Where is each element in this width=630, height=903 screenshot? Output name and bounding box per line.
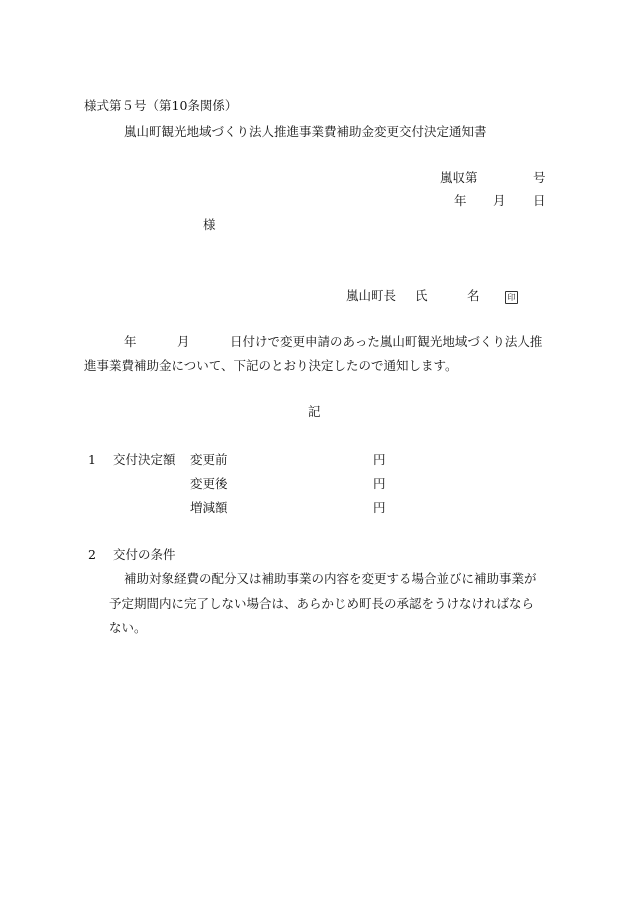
reference-suffix: 号	[533, 170, 546, 185]
item1-row-unit: 円	[373, 452, 386, 467]
item2-number: 2	[88, 547, 96, 562]
item2-condition-line: ない。	[109, 620, 147, 635]
form-number: 様式第５号（第10条関係）	[84, 98, 238, 113]
body-year: 年	[124, 334, 137, 349]
ki-heading: 記	[308, 404, 321, 419]
item1-row-unit: 円	[373, 476, 386, 491]
seal-icon: 印	[505, 291, 518, 304]
item1-row-label: 変更前	[190, 452, 228, 467]
item2-condition-line: 補助対象経費の配分又は補助事業の内容を変更する場合並びに補助事業が	[124, 571, 537, 586]
item2-label: 交付の条件	[113, 547, 176, 562]
item2-condition-line: 予定期間内に完了しない場合は、あらかじめ町長の承認をうけなければなら	[109, 596, 535, 611]
issuer-name-label-2: 名	[467, 288, 480, 303]
reference-prefix: 嵐収第	[440, 170, 478, 185]
item1-label: 交付決定額	[113, 452, 176, 467]
document-title: 嵐山町観光地域づくり法人推進事業費補助金変更交付決定通知書	[124, 124, 487, 139]
date-month: 月	[493, 193, 506, 208]
body-month: 月	[177, 334, 190, 349]
date-day: 日	[533, 193, 546, 208]
body-line-2: 進事業費補助金について、下記のとおり決定したので通知します。	[84, 358, 458, 373]
item1-row-label: 変更後	[190, 476, 228, 491]
issuer-title: 嵐山町長	[346, 288, 397, 303]
item1-row-label: 増減額	[190, 500, 228, 515]
item1-number: 1	[88, 452, 96, 467]
item1-row-unit: 円	[373, 500, 386, 515]
addressee-honorific: 様	[203, 217, 216, 232]
seal-mark	[505, 288, 518, 304]
issuer-name-label-1: 氏	[415, 288, 428, 303]
body-line-1: 日付けで変更申請のあった嵐山町観光地域づくり法人推	[230, 334, 543, 349]
date-year: 年	[454, 193, 467, 208]
